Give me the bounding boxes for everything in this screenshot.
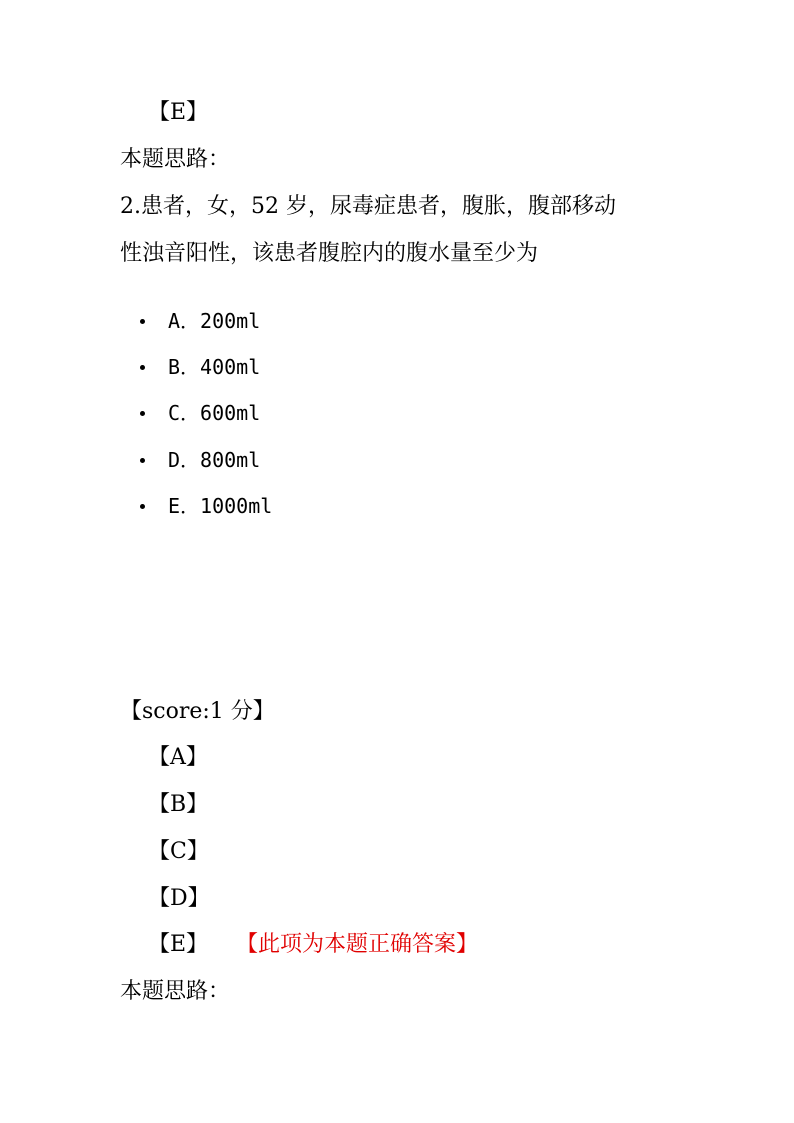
correct-answer-note: 【此项为本题正确答案】 <box>236 932 479 957</box>
prev-analysis-label: 本题思路： <box>120 147 231 172</box>
answer-e: 【E】 <box>148 932 209 957</box>
answer-a: 【A】 <box>148 745 208 770</box>
option-d-label: D．800ml <box>168 448 261 472</box>
question-text-line1: 2.患者，女，52 岁，尿毒症患者，腹胀，腹部移动 <box>120 194 616 219</box>
bullet-icon <box>140 504 145 509</box>
bullet-icon <box>140 458 145 463</box>
option-b-label: B．400ml <box>168 355 261 379</box>
option-c-label: C．600ml <box>168 401 261 425</box>
bullet-icon <box>140 365 145 370</box>
bullet-icon <box>140 411 145 416</box>
answer-d: 【D】 <box>148 886 210 911</box>
question-text-line2: 性浊音阳性，该患者腹腔内的腹水量至少为 <box>120 241 539 266</box>
answer-b: 【B】 <box>148 792 209 817</box>
score-label: 【score:1 分】 <box>120 699 275 724</box>
option-a-label: A．200ml <box>168 309 261 333</box>
answer-c: 【C】 <box>148 839 209 864</box>
option-e-label: E．1000ml <box>168 494 273 518</box>
bullet-icon <box>140 319 145 324</box>
analysis-label: 本题思路： <box>120 979 231 1004</box>
prev-answer-e: 【E】 <box>148 100 209 125</box>
